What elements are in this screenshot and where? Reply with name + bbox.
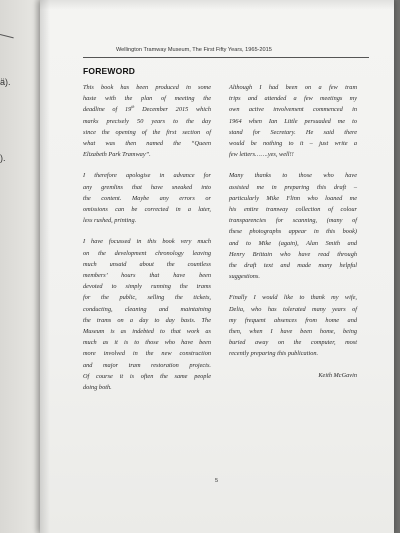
text-line: my frequent absences from home and — [229, 316, 357, 324]
text-line: suggestions. — [229, 273, 260, 281]
author-signature: Keith McGavin — [318, 371, 357, 379]
text-line: and major tram restoration projects. — [83, 361, 211, 369]
text-line: 1964 when Ian Little persuaded me to — [229, 117, 357, 125]
running-header: Wellington Tramway Museum, The First Fifty Years, 1965-2015 — [116, 47, 272, 53]
text-line: would be nothing to it – just write a — [229, 140, 357, 148]
text-line: Delia, who has tolerated many years of — [229, 305, 357, 313]
text-line: Although I had been on a few tram — [229, 84, 357, 91]
spine-shadow — [40, 0, 50, 533]
underlying-page-rule — [0, 34, 14, 38]
text-line: few letters…….yes, well!! — [229, 151, 294, 159]
underlying-page-fragment-2: ). — [0, 153, 6, 163]
text-line: doing both. — [83, 384, 112, 392]
text-line: deadline of 19th December 2015 which — [83, 104, 212, 114]
text-line: trips and attended a few meetings my — [229, 95, 357, 103]
text-line: and to Mike (again), Alan Smith and — [229, 239, 357, 247]
text-line: Henry Brittain who have read through — [229, 250, 357, 258]
text-line: particularly Mike Flinn who loaned me — [229, 194, 357, 202]
left-column — [83, 82, 211, 403]
text-line: devoted to simply running the trams — [83, 283, 211, 291]
paragraph — [83, 170, 211, 226]
text-line: Elizabeth Park Tramway”. — [83, 151, 151, 159]
text-line: Of course it is often the same people — [83, 372, 211, 380]
text-line: since the opening of the first section of — [83, 128, 211, 136]
text-line: for the public, selling the tickets, — [83, 294, 211, 302]
text-line: buried away on the computer, most — [229, 339, 357, 347]
text-line: I therefore apologise in advance for — [83, 172, 211, 180]
text-line: any gremlins that have sneaked into — [83, 183, 211, 191]
text-line: the trams on a day to day basis. The — [83, 316, 211, 324]
paragraph — [229, 170, 357, 282]
section-title: FOREWORD — [83, 66, 136, 76]
text-line: what was then named the “Queen — [83, 140, 211, 148]
paragraph — [83, 82, 211, 160]
paragraph — [229, 292, 357, 359]
header-rule — [83, 57, 369, 58]
text-line: then, when I have been home, being — [229, 328, 357, 336]
text-line: much as it is to those who have been — [83, 339, 211, 347]
text-line: omissions can be corrected in a later, — [83, 206, 211, 214]
text-line: Museum is as indebted to that work as — [83, 328, 211, 336]
text-line: I have focussed in this book very much — [83, 238, 211, 246]
text-line: members’ hours that have been — [83, 272, 211, 280]
paragraph — [83, 236, 211, 393]
text-line: Finally I would like to thank my wife, — [229, 294, 357, 302]
text-line: assisted me in preparing this draft – — [229, 183, 357, 191]
text-line: transparencies for scanning, (many of — [229, 217, 357, 225]
text-line: Many thanks to those who have — [229, 172, 357, 180]
top-shadow — [40, 0, 394, 10]
text-line: This book has been produced in some — [83, 84, 211, 91]
text-line: much unsaid about the countless — [83, 260, 211, 268]
text-line: more involved in the new construction — [83, 350, 211, 358]
text-line: own active involvement commenced in — [229, 106, 357, 114]
text-line: the draft text and made many helpful — [229, 262, 357, 270]
text-line: the content. Maybe any errors or — [83, 194, 211, 202]
text-line: recently preparing this publication. — [229, 350, 319, 358]
text-line: stand for Secretary. He said there — [229, 128, 357, 136]
text-line: less rushed, printing. — [83, 217, 137, 225]
underlying-page-fragment: ä). — [0, 77, 11, 87]
text-line: his entire tramway collection of colour — [229, 206, 357, 214]
text-line: haste with the plan of meeting the — [83, 95, 211, 103]
text-line: conducting, cleaning and maintaining — [83, 305, 211, 313]
text-line: these photographs appear in this book) — [229, 228, 357, 236]
right-column — [229, 82, 357, 381]
text-line: marks precisely 50 years to the day — [83, 117, 211, 125]
text-line: on the development chronology leaving — [83, 249, 211, 257]
page-number: 5 — [215, 478, 219, 484]
paragraph — [229, 82, 357, 160]
